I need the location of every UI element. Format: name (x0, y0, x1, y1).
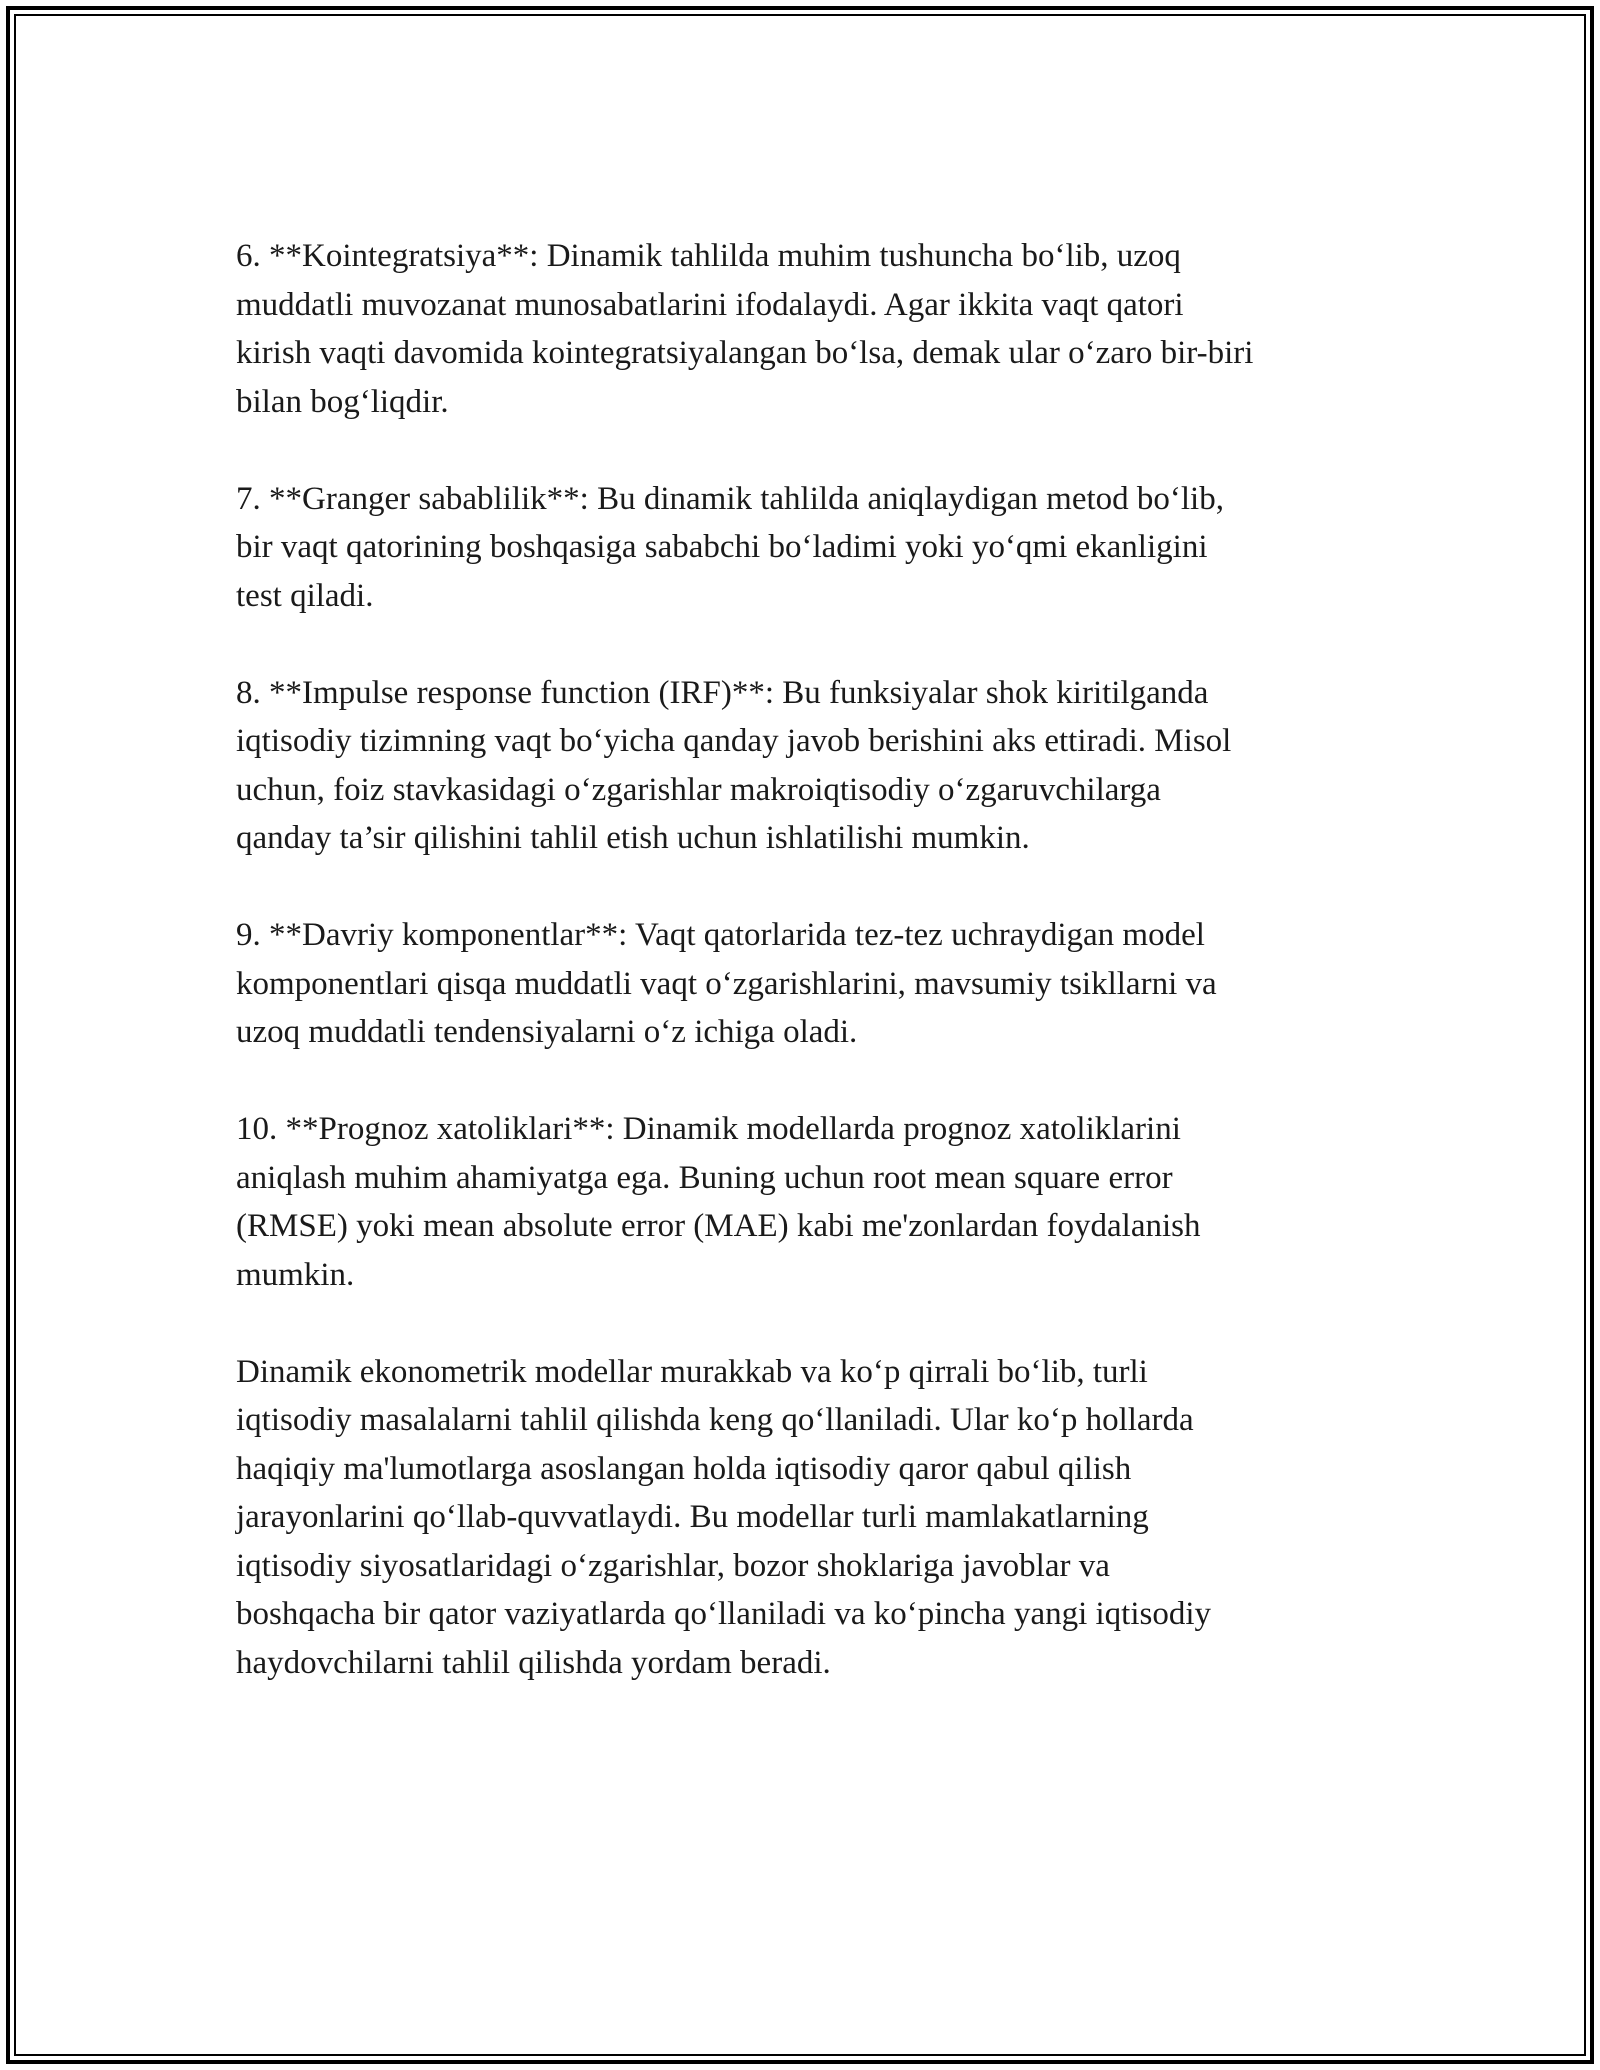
text-line: uzoq muddatli tendensiyalarni o‘z ichiga oladi. (236, 1014, 858, 1050)
paragraph-granger (236, 475, 1386, 621)
paragraph-kointegratsiya (236, 232, 1386, 426)
text-line: bilan bog‘liqdir. (236, 383, 449, 420)
paragraph-prognoz (236, 1105, 1386, 1299)
document-body (236, 232, 1386, 1736)
text-line: jarayonlarini qo‘llab-quvvatlaydi. Bu modellar turli mamlakatlarning (236, 1499, 1149, 1535)
text-line: boshqacha bir qator vaziyatlarda qo‘llaniladi va ko‘pincha yangi iqtisodiy (236, 1596, 1212, 1632)
text-line: 9. **Davriy komponentlar**: Vaqt qatorlarida tez-tez uchraydigan model (236, 917, 1205, 953)
text-line: iqtisodiy siyosatlaridagi o‘zgarishlar, bozor shoklariga javoblar va (236, 1547, 1110, 1584)
text-line: aniqlash muhim ahamiyatga ega. Buning uchun root mean square error (236, 1159, 1173, 1196)
text-line: haydovchilarni tahlil qilishda yordam beradi. (236, 1644, 831, 1681)
paragraph-irf (236, 669, 1386, 863)
text-line: 7. **Granger sabablilik**: Bu dinamik tahlilda aniqlaydigan metod bo‘lib, (236, 480, 1224, 517)
text-line: komponentlari qisqa muddatli vaqt o‘zgarishlarini, mavsumiy tsikllarni va (236, 965, 1217, 1002)
text-line: 6. **Kointegratsiya**: Dinamik tahlilda muhim tushuncha bo‘lib, uzoq (236, 238, 1181, 274)
text-line: haqiqiy ma'lumotlarga asoslangan holda iqtisodiy qaror qabul qilish (236, 1450, 1132, 1487)
text-line: 8. **Impulse response function (IRF)**: Bu funksiyalar shok kiritilganda (236, 674, 1209, 711)
text-line: (RMSE) yoki mean absolute error (MAE) kabi me'zonlardan foydalanish (236, 1208, 1201, 1244)
text-line: qanday ta’sir qilishini tahlil etish uchun ishlatilishi mumkin. (236, 820, 1030, 856)
text-line: test qiladi. (236, 577, 374, 614)
text-line: bir vaqt qatorining boshqasiga sababchi bo‘ladimi yoki yo‘qmi ekanligini (236, 529, 1208, 565)
text-line: uchun, foiz stavkasidagi o‘zgarishlar makroiqtisodiy o‘zgaruvchilarga (236, 771, 1161, 808)
text-line: muddatli muvozanat munosabatlarini ifodalaydi. Agar ikkita vaqt qatori (236, 286, 1184, 323)
text-line: kirish vaqti davomida kointegratsiyalangan bo‘lsa, demak ular o‘zaro bir-biri (236, 335, 1254, 371)
text-line: 10. **Prognoz xatoliklari**: Dinamik modellarda prognoz xatoliklarini (236, 1111, 1181, 1147)
paragraph-davriy (236, 911, 1386, 1057)
paragraph-conclusion (236, 1348, 1386, 1688)
text-line: iqtisodiy masalalarni tahlil qilishda keng qo‘llaniladi. Ular ko‘p hollarda (236, 1402, 1194, 1438)
text-line: iqtisodiy tizimning vaqt bo‘yicha qanday javob berishini aks ettiradi. Misol (236, 723, 1232, 759)
text-line: Dinamik ekonometrik modellar murakkab va ko‘p qirrali bo‘lib, turli (236, 1353, 1148, 1390)
text-line: mumkin. (236, 1256, 355, 1293)
